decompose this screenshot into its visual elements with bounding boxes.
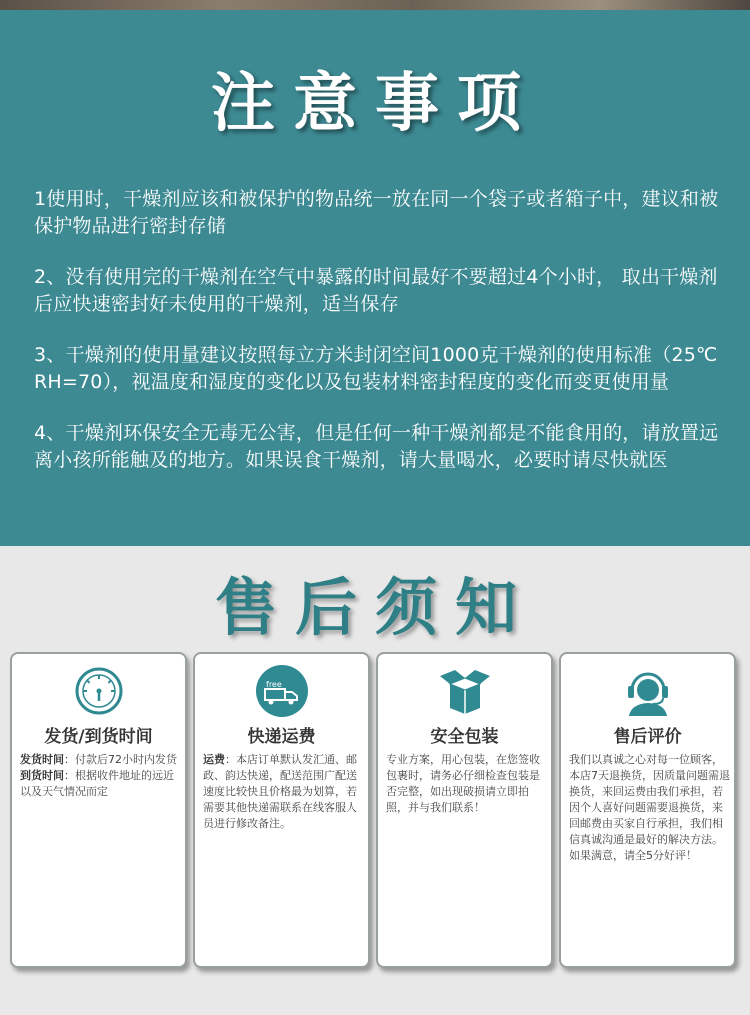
notice-item-4: 4、干燥剂环保安全无毒无公害，但是任何一种干燥剂都是不能食用的，请放置远离小孩所能触及的地方。如果误食干燥剂，请大量喝水，必要时请尽快就医 bbox=[34, 422, 719, 471]
notice-item-3: 3、干燥剂的使用量建议按照每立方米封闭空间1000克干燥剂的使用标准（25℃ RH=70），视温度和湿度的变化以及包装材料密封程度的变化而变更使用量 bbox=[34, 344, 718, 393]
ship-time-label: 发货时间 bbox=[20, 753, 64, 766]
card-title: 售后评价 bbox=[613, 727, 682, 747]
shipping-time-card bbox=[10, 652, 187, 968]
card-body: 我们以真诚之心对每一位顾客，本店7天退换货，因质量问题需退换货，来回运费由我们承担，若因个人喜好问题需要退换货，来回邮费由买家自行承担，我们相信真诚沟通是最好的解决方法。如果满意，请全5分好评！ bbox=[569, 753, 730, 862]
free-truck-icon bbox=[253, 664, 311, 718]
card-body bbox=[20, 752, 182, 800]
packaging-card bbox=[376, 652, 553, 968]
arrival-time-text: ：根据收件地址的远近以及天气情况而定 bbox=[20, 769, 174, 798]
free-text: free bbox=[265, 680, 282, 689]
customer-service-icon bbox=[619, 664, 677, 718]
ship-time-text: ：付款后72小时内发货 bbox=[64, 753, 177, 766]
package-box-icon bbox=[436, 664, 494, 718]
shipping-fee-card bbox=[193, 652, 370, 968]
notice-list bbox=[34, 186, 734, 498]
card-title: 安全包装 bbox=[430, 727, 499, 747]
notice-item-1: 1使用时，干燥剂应该和被保护的物品统一放在同一个袋子或者箱子中，建议和被保护物品进行密封存储 bbox=[34, 188, 719, 237]
card-body bbox=[203, 752, 365, 832]
clock-icon bbox=[70, 664, 128, 718]
card-title: 快递运费 bbox=[247, 727, 316, 747]
arrival-time-label: 到货时间 bbox=[20, 769, 64, 782]
notice-section bbox=[0, 10, 750, 546]
top-photo-strip bbox=[0, 0, 750, 10]
notice-title: 注意事项 bbox=[211, 67, 539, 141]
notice-item-2: 2、没有使用完的干燥剂在空气中暴露的时间最好不要超过4个小时， 取出干燥剂后应快速密封好未使用的干燥剂，适当保存 bbox=[34, 266, 718, 315]
card-title: 发货/到货时间 bbox=[44, 727, 153, 747]
review-card bbox=[559, 652, 736, 968]
fee-text: ：本店订单默认发汇通、邮政、韵达快递，配送范围广配送速度比较快且价格最为划算，若需要其他快递需联系在线客服人员进行修改备注。 bbox=[203, 753, 357, 830]
fee-label: 运费 bbox=[203, 753, 225, 766]
aftersale-cards bbox=[10, 652, 740, 968]
card-body: 专业方案，用心包装，在您签收包裹时，请务必仔细检查包装是否完整，如出现破损请立即拍照，并与我们联系！ bbox=[386, 753, 540, 814]
aftersale-title: 售后须知 bbox=[214, 571, 535, 644]
